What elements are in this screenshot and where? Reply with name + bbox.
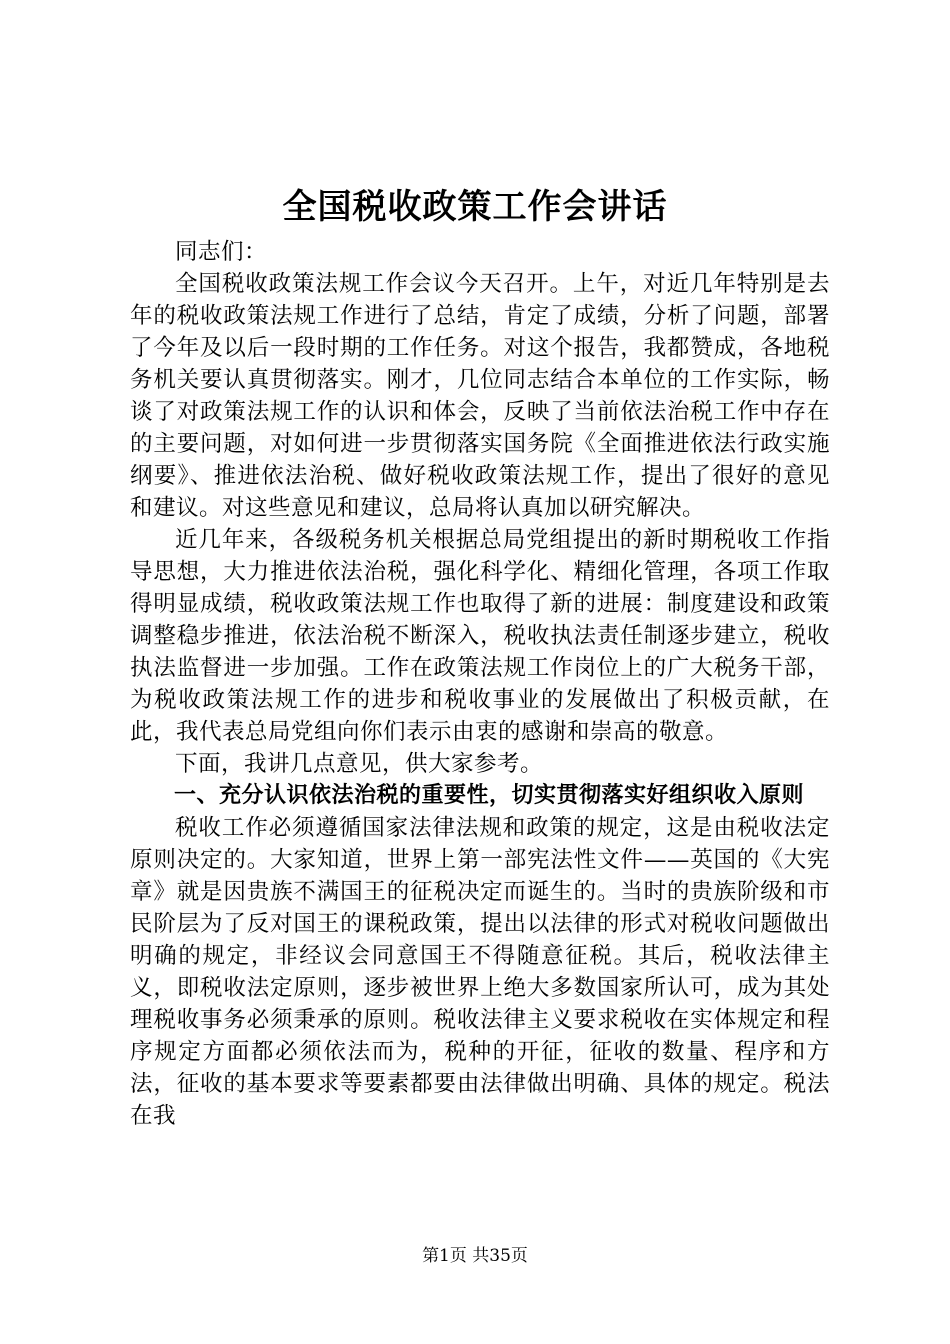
document-body [130,236,830,1132]
page-footer: 第1页 共35页 [422,1246,528,1266]
section-paragraph: 税收工作必须遵循国家法律法规和政策的规定，这是由税收法定原则决定的。大家知道，世界上第一部宪法性文件——英国的《大宪章》就是因贵族不满国王的征税决定而诞生的。当时的贵族阶级和市民阶层为了反对国王的课税政策，提出以法律的形式对税收问题做出明确的规定，非经议会同意国王不得随意征税。其后，税收法律主义，即税收法定原则，逐步被世界上绝大多数国家所认可，成为其处理税收事务必须秉承的原则。税收法律主义要求税收在实体规定和程序规定方面都必须依法而为，税种的开征，征收的数量、程序和方法，征收的基本要求等要素都要由法律做出明确、具体的规定。税法在我 [130,815,830,1129]
document-title: 全国税收政策工作会讲话 [282,187,668,227]
salutation: 同志们： [175,239,268,265]
paragraph-1: 全国税收政策法规工作会议今天召开。上午，对近几年特别是去年的税收政策法规工作进行了总结，肯定了成绩，分析了问题，部署了今年及以后一段时期的工作任务。对这个报告，我都赞成，各地税务机关要认真贯彻落实。刚才，几位同志结合本单位的工作实际，畅谈了对政策法规工作的认识和体会，反映了当前依法治税工作中存在的主要问题，对如何进一步贯彻落实国务院《全面推进依法行政实施纲要》、推进依法治税、做好税收政策法规工作，提出了很好的意见和建议。对这些意见和建议，总局将认真加以研究解决。 [130,271,830,521]
paragraph-2: 近几年来，各级税务机关根据总局党组提出的新时期税收工作指导思想，大力推进依法治税，强化科学化、精细化管理，各项工作取得明显成绩，税收政策法规工作也取得了新的进展：制度建设和政策调整稳步推进，依法治税不断深入，税收执法责任制逐步建立，税收执法监督进一步加强。工作在政策法规工作岗位上的广大税务干部，为税收政策法规工作的进步和税收事业的发展做出了积极贡献，在此，我代表总局党组向你们表示由衷的感谢和崇高的敬意。 [130,527,830,745]
section-heading: 一、充分认识依法治税的重要性，切实贯彻落实好组织收入原则 [174,783,805,808]
paragraph-3: 下面，我讲几点意见，供大家参考。 [175,751,544,777]
